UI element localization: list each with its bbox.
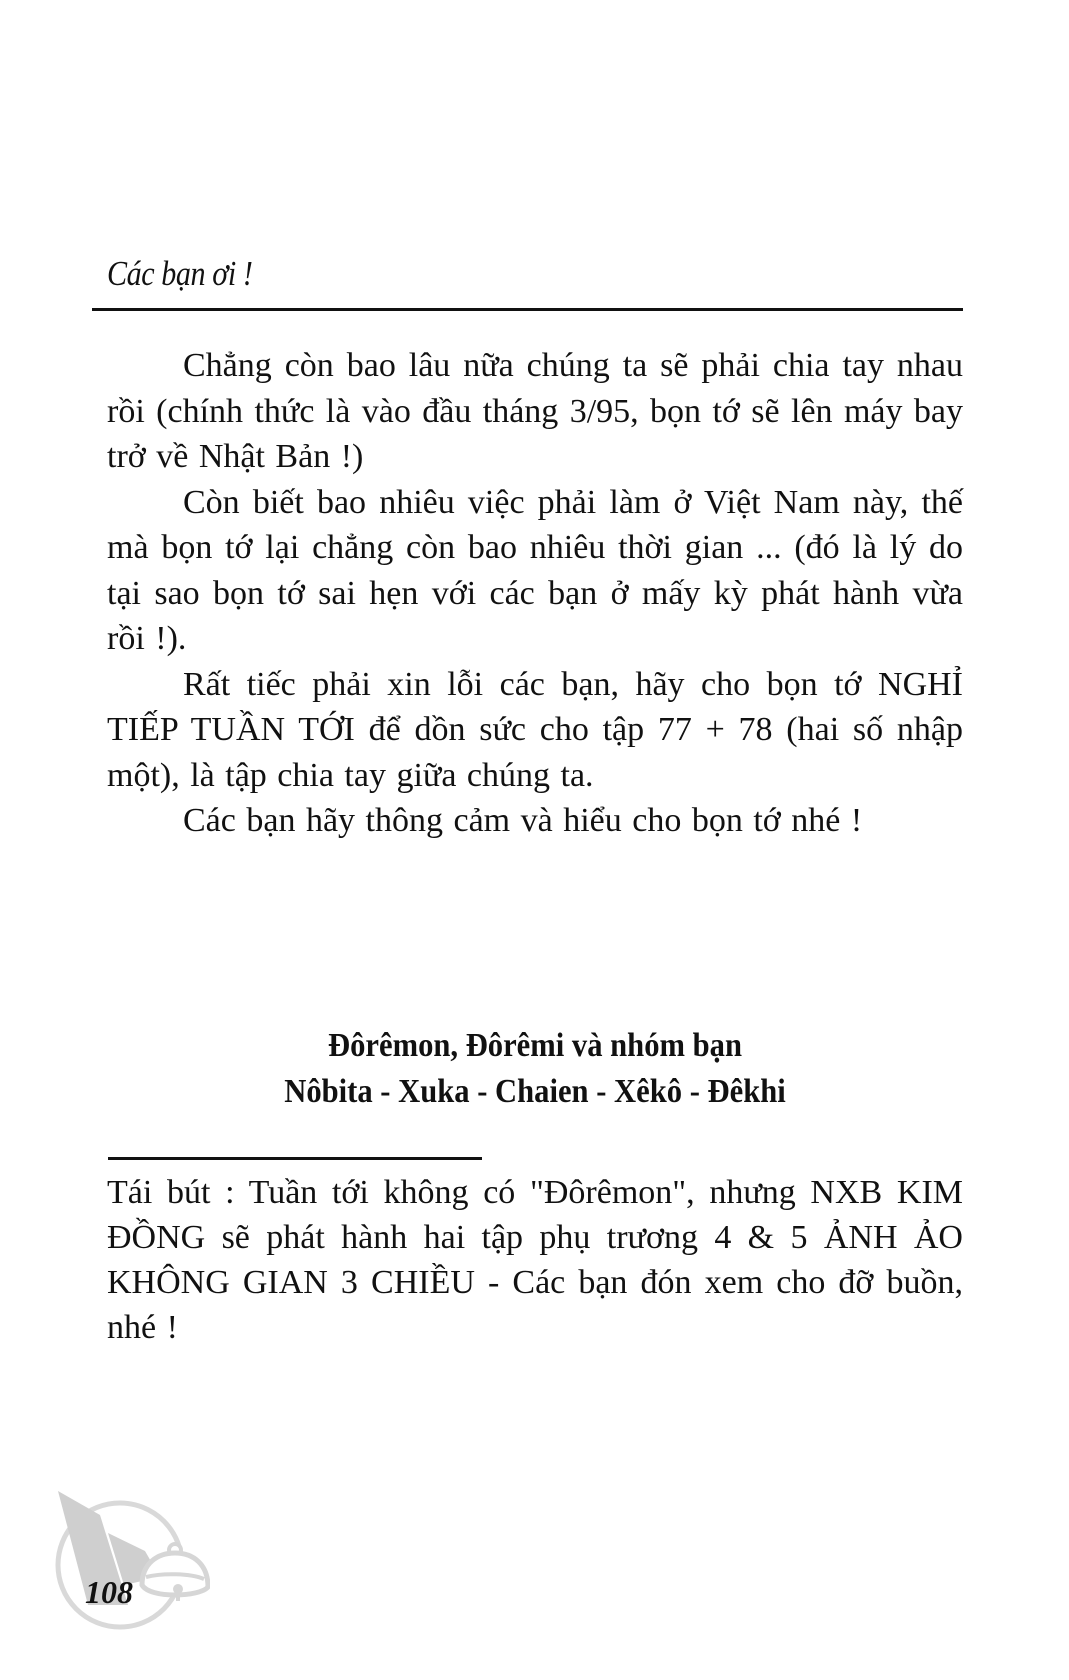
footnote-divider xyxy=(108,1157,482,1160)
footnote-postscript: Tái bút : Tuần tới không có "Đôrêmon", nhưng NXB KIM ĐỒNG sẽ phát hành hai tập phụ trương 4 & 5 ẢNH ẢO KHÔNG GIAN 3 CHIỀU - Các bạn đón xem cho đỡ buồn, nhé ! xyxy=(107,1174,963,1346)
signature-line-2: Nôbita - Xuka - Chaien - Xêkô - Đêkhi xyxy=(284,1072,786,1110)
title-divider xyxy=(92,308,963,311)
letter-body xyxy=(107,343,963,844)
signature-block xyxy=(107,1023,963,1114)
paragraph-3: Rất tiếc phải xin lỗi các bạn, hãy cho bọn tớ NGHỈ TIẾP TUẦN TỚI để dồn sức cho tập 77 + 78 (hai số nhập một), là tập chia tay giữa chúng ta. xyxy=(107,665,963,794)
paragraph-4: Các bạn hãy thông cảm và hiểu cho bọn tớ nhé ! xyxy=(183,802,863,839)
signature-line-1: Đôrêmon, Đôrêmi và nhóm bạn xyxy=(328,1027,742,1064)
paragraph-1: Chẳng còn bao lâu nữa chúng ta sẽ phải chia tay nhau rồi (chính thức là vào đầu tháng 3/95, bọn tớ sẽ lên máy bay trở về Nhật Bản !) xyxy=(107,347,963,475)
page-number: 108 xyxy=(85,1574,133,1610)
page-title: Các bạn ơi ! xyxy=(107,254,253,293)
paragraph-2: Còn biết bao nhiêu việc phải làm ở Việt Nam này, thế mà bọn tớ lại chẳng còn bao nhiêu thời gian ... (đó là lý do tại sao bọn tớ sai hẹn với các bạn ở mấy kỳ phát hành vừa rồi !). xyxy=(107,483,963,657)
